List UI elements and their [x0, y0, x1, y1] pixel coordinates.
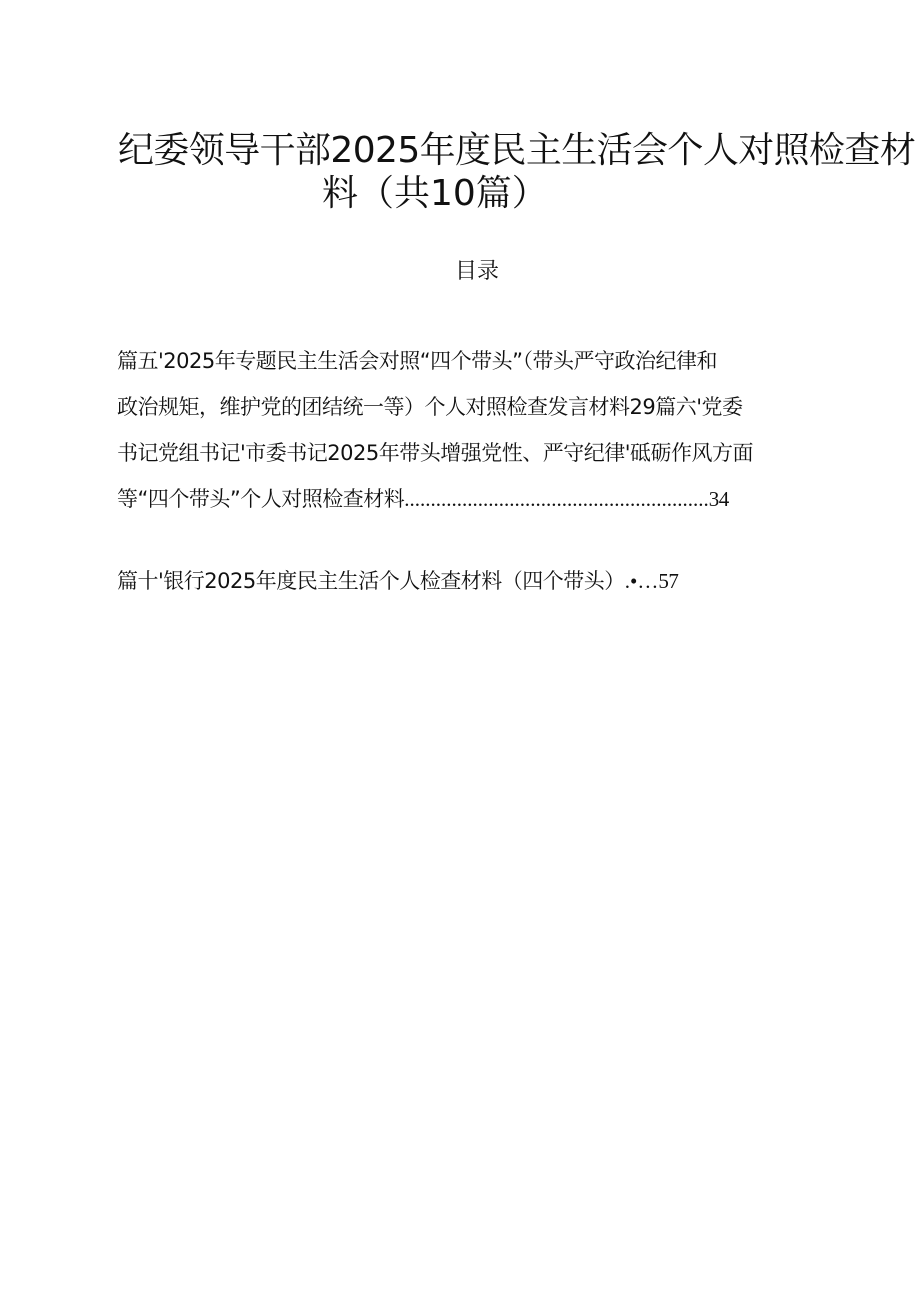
toc-entry-last-line [117, 488, 753, 511]
toc-heading: 目录 [455, 259, 500, 284]
toc-entry[interactable] [117, 570, 678, 593]
toc-entry-last-line [117, 570, 678, 593]
toc-entry-line: 政治规矩，维护党的团结统一等）个人对照检查发言材料29篇六'党委 [117, 395, 743, 419]
document-title-line-1: 纪委领导干部2025年度民主生活会个人对照检查材 [118, 130, 916, 171]
document-title-line-2: 料（共10篇） [322, 173, 548, 214]
toc-leader-dots: .......................................................... [404, 487, 709, 511]
toc-entry-text: 等“四个带头”个人对照检查材料 [117, 487, 405, 511]
toc-entry-line: 书记党组书记'市委书记2025年带头增强党性、严守纪律'砥砺作风方面 [117, 441, 753, 465]
toc-entry-text: 篇十'银行2025年度民主生活个人检查材料（四个带头） [117, 569, 625, 593]
toc-page-number: 57 [658, 569, 679, 593]
toc-entry-line: 篇五'2025年专题民主生活会对照“四个带头”（带头严守政治纪律和 [117, 349, 717, 373]
toc-entry[interactable] [117, 350, 753, 511]
toc-leader-dots: .•… [624, 569, 659, 593]
toc-page-number: 34 [708, 487, 729, 511]
